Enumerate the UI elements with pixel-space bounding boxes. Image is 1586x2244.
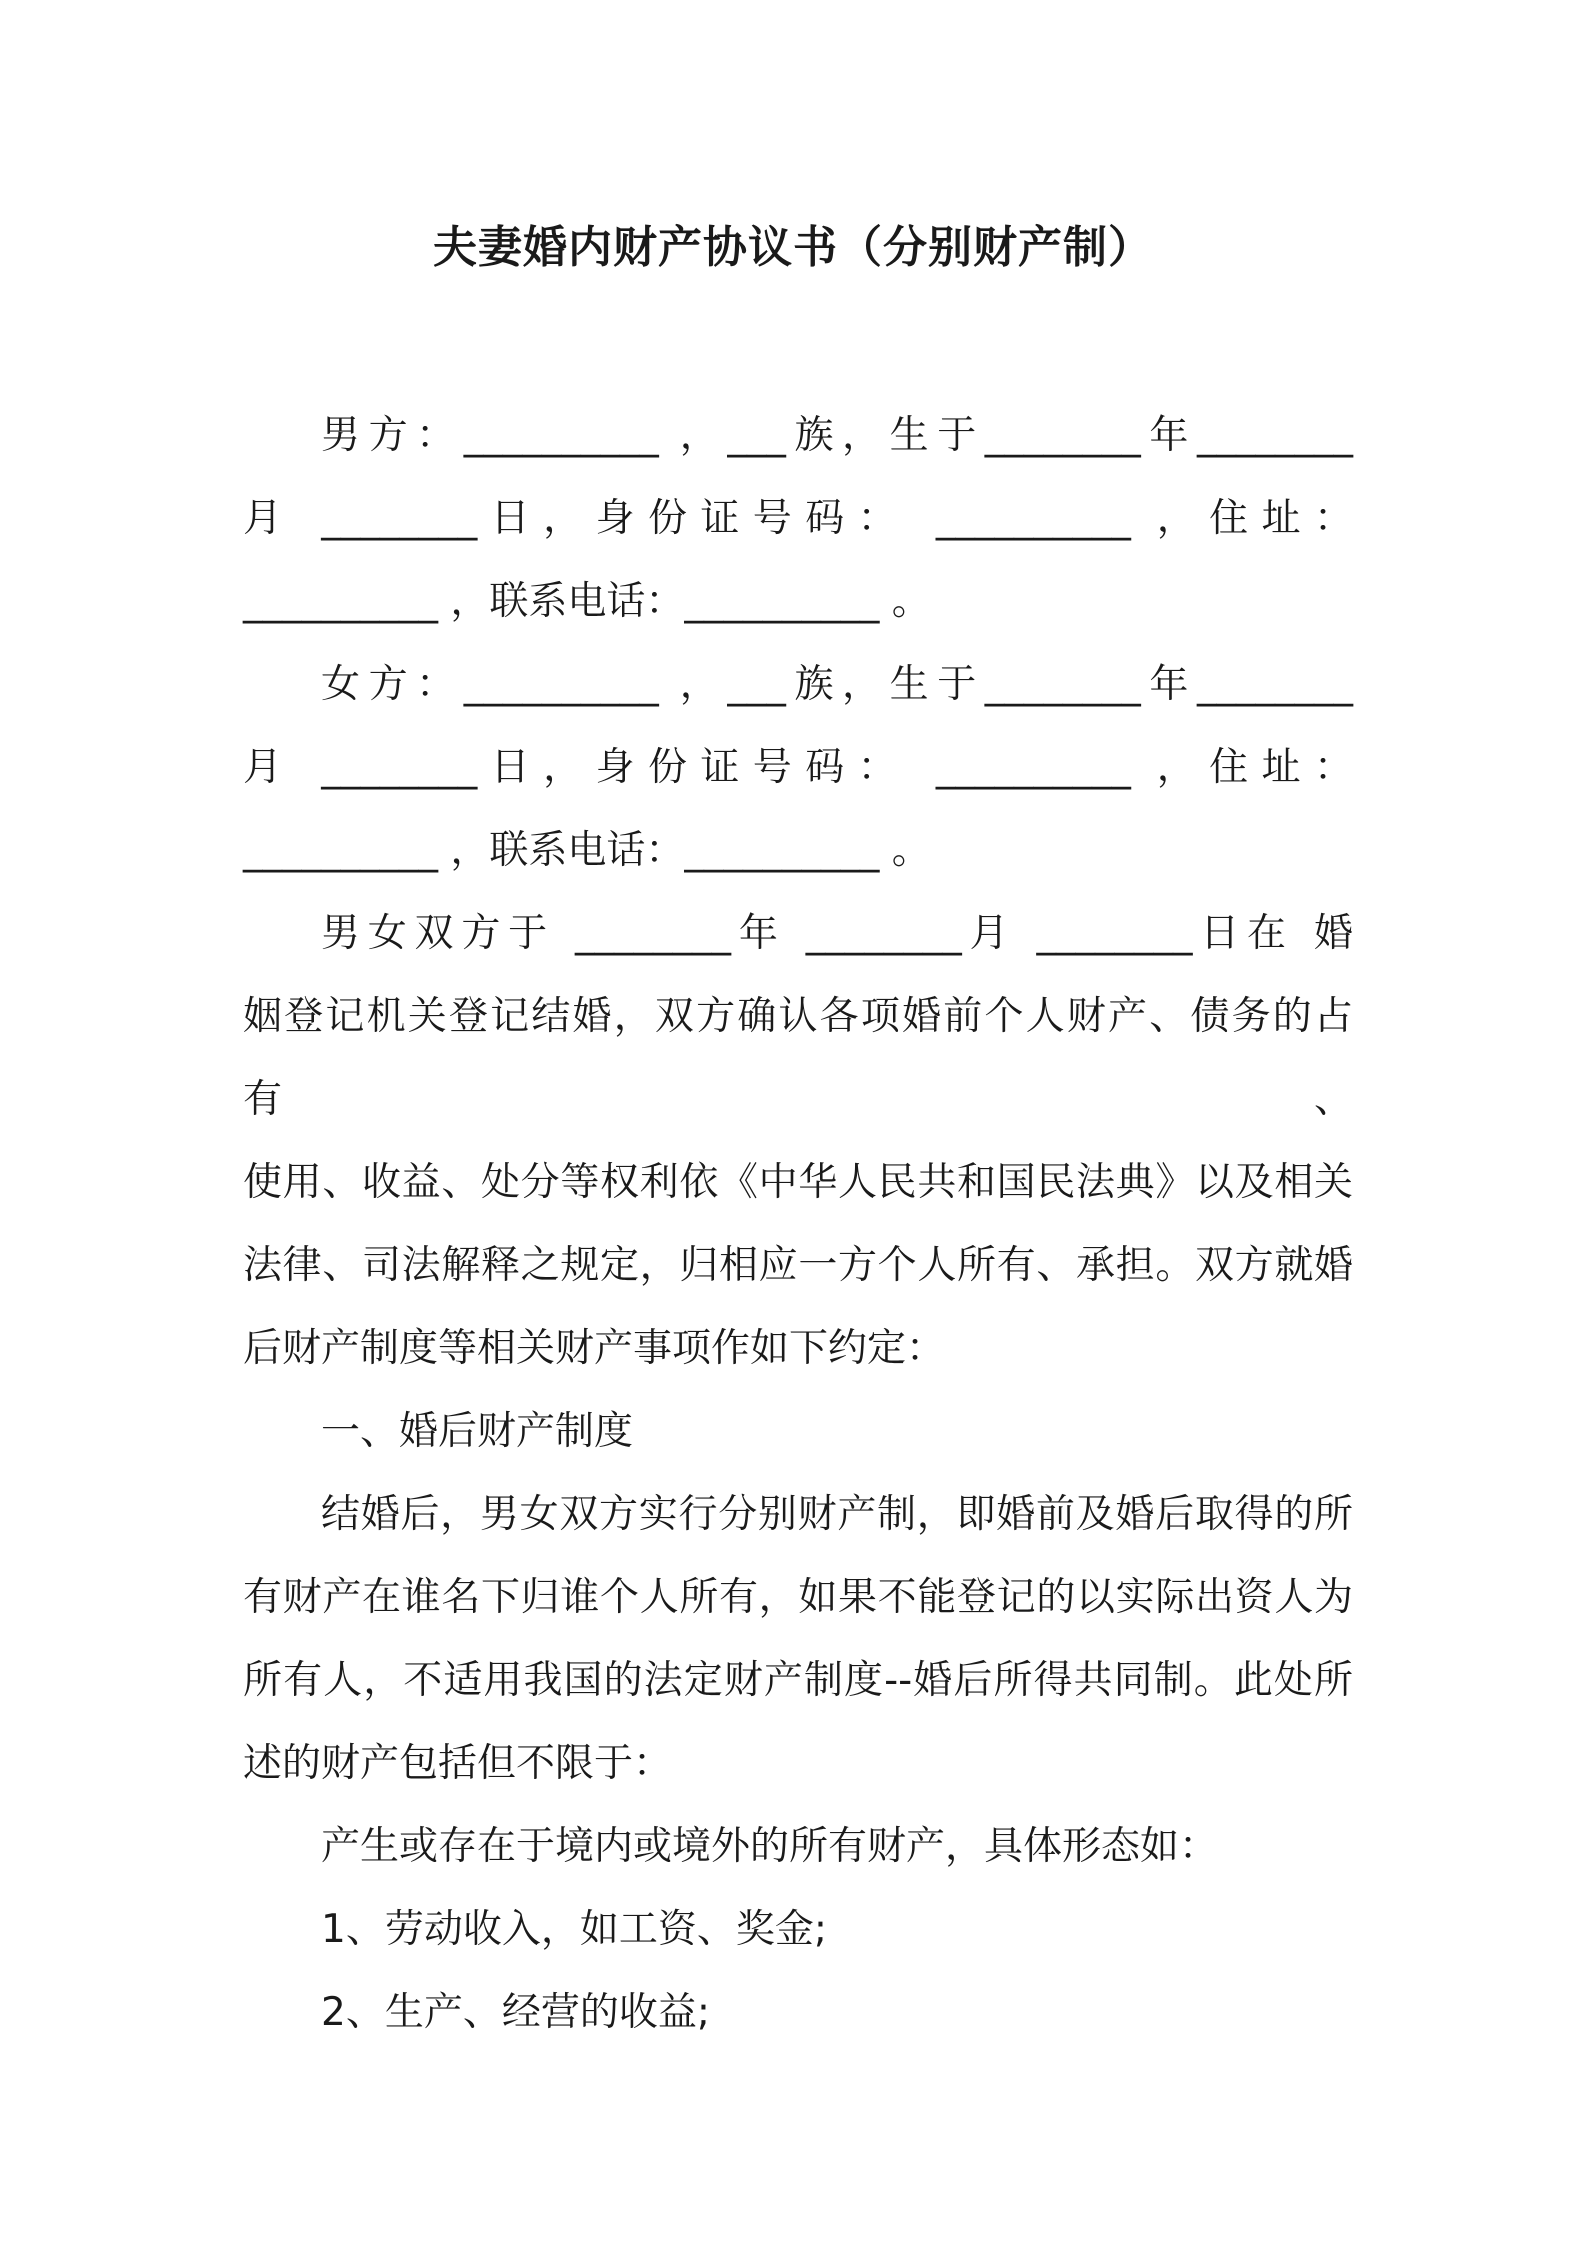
preamble-line-5: 后财产制度等相关财产事项作如下约定： <box>243 1326 946 1371</box>
male-party-line-2: 月 ________日，身份证号码： __________ ，住址： <box>243 496 1353 541</box>
property-forms-intro: 产生或存在于境内或境外的所有财产，具体形态如： <box>321 1824 1219 1869</box>
preamble-line-4: 法律、司法解释之规定，归相应一方个人所有、承担。双方就婚 <box>243 1243 1353 1288</box>
preamble-line-3: 使用、收益、处分等权利依《中华人民共和国民法典》以及相关 <box>243 1160 1353 1205</box>
section-1-line-4: 述的财产包括但不限于： <box>243 1741 673 1786</box>
female-party-line-3: __________ ，联系电话：__________ 。 <box>243 828 931 873</box>
list-item: 1、劳动收入，如工资、奖金; <box>321 1907 827 1952</box>
section-1-heading: 一、婚后财产制度 <box>321 1409 634 1454</box>
female-party-line-2: 月 ________日，身份证号码： __________ ，住址： <box>243 745 1353 790</box>
female-party-line-1: 女方：__________ ，___族，生于________年________ <box>321 662 1353 707</box>
document-title: 夫妻婚内财产协议书（分别财产制） <box>433 222 1153 273</box>
section-1-line-3: 所有人，不适用我国的法定财产制度--婚后所得共同制。此处所 <box>243 1658 1353 1703</box>
document-body <box>243 394 1353 2054</box>
male-party-line-1: 男方：__________ ，___族，生于________年________ <box>321 413 1353 458</box>
preamble-line-2: 姻登记机关登记结婚，双方确认各项婚前个人财产、债务的占有、 <box>243 994 1353 1122</box>
section-1-line-2: 有财产在谁名下归谁个人所有，如果不能登记的以实际出资人为 <box>243 1575 1353 1620</box>
list-item: 2、生产、经营的收益; <box>321 1990 710 2035</box>
section-1-line-1: 结婚后，男女双方实行分别财产制，即婚前及婚后取得的所 <box>321 1492 1353 1537</box>
male-party-line-3: __________ ，联系电话：__________ 。 <box>243 579 931 624</box>
preamble-line-1: 男女双方于 ________年 ________月 ________日在 婚 <box>321 911 1353 956</box>
